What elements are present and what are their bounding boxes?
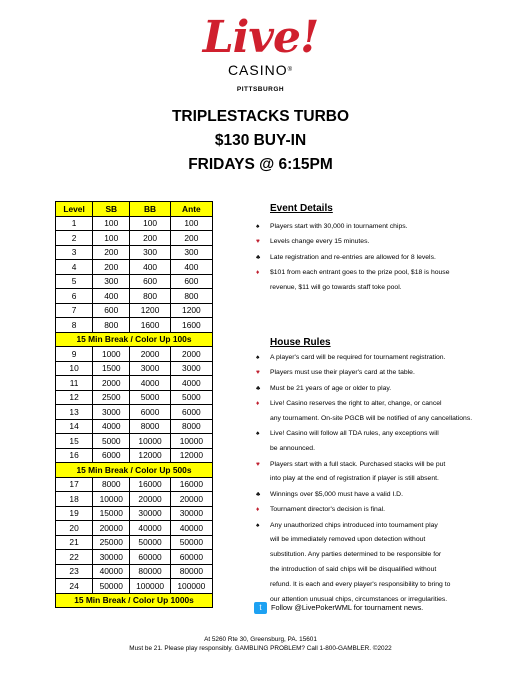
level-cell: 100 (93, 216, 130, 231)
level-cell: 1000 (93, 347, 130, 362)
level-cell: 6000 (170, 405, 212, 420)
level-cell: 2 (56, 231, 93, 246)
level-cell: 4 (56, 260, 93, 275)
house-rules-item (256, 382, 506, 397)
suit-icon: ♥ (256, 238, 260, 246)
level-cell: 20000 (93, 521, 130, 536)
level-cell: 16000 (170, 477, 212, 492)
break-row (56, 463, 213, 478)
level-cell: 4000 (170, 376, 212, 391)
level-cell: 100 (93, 231, 130, 246)
level-cell: 8000 (130, 419, 170, 434)
level-cell: 100 (170, 216, 212, 231)
level-cell: 300 (170, 245, 212, 260)
level-cell: 1200 (170, 303, 212, 318)
house-rules-item (256, 351, 506, 366)
level-cell: 2000 (130, 347, 170, 362)
level-cell: 4000 (93, 419, 130, 434)
level-cell: 13 (56, 405, 93, 420)
level-row (56, 506, 213, 521)
level-cell: 200 (170, 231, 212, 246)
level-cell: 40000 (93, 564, 130, 579)
rule-text-line: into play at the end of registration if player is still absent. (270, 475, 439, 483)
rule-text-line: Late registration and re-entries are allowed for 8 levels. (270, 253, 436, 261)
level-cell: 2000 (170, 347, 212, 362)
house-rules-item (256, 519, 506, 608)
level-cell: 20000 (130, 492, 170, 507)
level-cell: 400 (93, 289, 130, 304)
level-cell: 15 (56, 434, 93, 449)
suit-icon: ♦ (256, 400, 260, 408)
rule-text-line: Any unauthorized chips introduced into tournament play (270, 521, 438, 529)
level-cell: 1200 (130, 303, 170, 318)
house-rules-item (256, 503, 506, 518)
level-row (56, 318, 213, 333)
level-cell: 600 (93, 303, 130, 318)
suit-icon: ♣ (256, 384, 261, 392)
level-cell: 3000 (130, 361, 170, 376)
suit-icon: ♥ (256, 369, 260, 377)
level-row (56, 535, 213, 550)
rule-text-line: $101 from each entrant goes to the prize pool, $18 is house (270, 269, 450, 277)
level-cell: 8 (56, 318, 93, 333)
level-cell: 18 (56, 492, 93, 507)
rule-text-line: Players start with a full stack. Purchased stacks will be put (270, 460, 446, 468)
suit-icon: ♣ (256, 490, 261, 498)
level-row (56, 260, 213, 275)
column-header: Level (56, 202, 93, 217)
level-cell: 11 (56, 376, 93, 391)
level-cell: 16000 (130, 477, 170, 492)
rule-text-line: Live! Casino reserves the right to alter, change, or cancel (270, 400, 442, 408)
break-label: 15 Min Break / Color Up 100s (56, 332, 213, 347)
footer-legal: Must be 21. Please play responsibly. GAMBLING PROBLEM? Call 1-800-GAMBLER. ©2022 (129, 645, 392, 652)
event-details-item (256, 266, 506, 296)
level-cell: 10000 (170, 434, 212, 449)
level-cell: 50000 (130, 535, 170, 550)
level-cell: 800 (93, 318, 130, 333)
level-cell: 800 (130, 289, 170, 304)
level-cell: 15000 (93, 506, 130, 521)
level-cell: 1600 (170, 318, 212, 333)
level-cell: 10000 (93, 492, 130, 507)
title-name: TRIPLESTACKS TURBO (171, 108, 350, 125)
level-cell: 25000 (93, 535, 130, 550)
suit-icon: ♥ (256, 460, 260, 468)
rule-text-line: our attention unusual chips, circumstances or irregularities. (270, 595, 448, 603)
level-row (56, 347, 213, 362)
break-label: 15 Min Break / Color Up 1000s (56, 593, 213, 608)
level-cell: 9 (56, 347, 93, 362)
level-row (56, 245, 213, 260)
level-cell: 60000 (130, 550, 170, 565)
level-row (56, 274, 213, 289)
break-row (56, 332, 213, 347)
blind-structure-table (55, 201, 213, 608)
event-details-item (256, 251, 506, 266)
house-rules-item (256, 488, 506, 503)
level-row (56, 434, 213, 449)
level-row (56, 492, 213, 507)
level-cell: 200 (130, 231, 170, 246)
level-cell: 30000 (93, 550, 130, 565)
rule-text-line: Must be 21 years of age or older to play. (270, 384, 392, 392)
level-cell: 200 (93, 260, 130, 275)
column-header: BB (130, 202, 170, 217)
level-cell: 12 (56, 390, 93, 405)
level-cell: 400 (170, 260, 212, 275)
level-cell: 200 (93, 245, 130, 260)
column-header: Ante (170, 202, 212, 217)
level-row (56, 231, 213, 246)
rule-text-line: Tournament director's decision is final. (270, 506, 386, 514)
level-cell: 50000 (170, 535, 212, 550)
level-cell: 20000 (170, 492, 212, 507)
level-cell: 100000 (170, 579, 212, 594)
twitter-icon[interactable]: t (254, 602, 267, 614)
level-cell: 80000 (130, 564, 170, 579)
level-cell: 40000 (130, 521, 170, 536)
level-cell: 10000 (130, 434, 170, 449)
level-row (56, 303, 213, 318)
suit-icon: ♠ (256, 430, 260, 438)
event-details-item (256, 235, 506, 250)
suit-icon: ♠ (256, 223, 260, 230)
logo-live: Live! (202, 12, 319, 63)
level-cell: 20 (56, 521, 93, 536)
rule-text-line: Winnings over $5,000 must have a valid I.D. (270, 490, 403, 498)
level-cell: 2500 (93, 390, 130, 405)
level-cell: 60000 (170, 550, 212, 565)
level-cell: 400 (130, 260, 170, 275)
level-row (56, 564, 213, 579)
level-row (56, 289, 213, 304)
level-cell: 16 (56, 448, 93, 463)
level-cell: 8000 (93, 477, 130, 492)
level-cell: 12000 (170, 448, 212, 463)
level-cell: 8000 (170, 419, 212, 434)
level-cell: 23 (56, 564, 93, 579)
level-cell: 600 (130, 274, 170, 289)
rule-text-line: Players start with 30,000 in tournament chips. (270, 223, 408, 230)
level-row (56, 521, 213, 536)
level-cell: 21 (56, 535, 93, 550)
level-row (56, 579, 213, 594)
level-cell: 4000 (130, 376, 170, 391)
level-cell: 40000 (170, 521, 212, 536)
level-row (56, 477, 213, 492)
level-cell: 3 (56, 245, 93, 260)
level-cell: 2000 (93, 376, 130, 391)
rule-text-line: Players must use their player's card at the table. (270, 369, 415, 377)
level-cell: 24 (56, 579, 93, 594)
rule-text-line: the introduction of said chips will be disqualified without (270, 565, 437, 573)
level-cell: 14 (56, 419, 93, 434)
level-row (56, 376, 213, 391)
house-rules-item (256, 397, 506, 427)
level-row (56, 361, 213, 376)
level-cell: 5 (56, 274, 93, 289)
suit-icon: ♠ (256, 521, 260, 529)
level-cell: 50000 (93, 579, 130, 594)
level-cell: 3000 (170, 361, 212, 376)
level-cell: 100000 (130, 579, 170, 594)
event-details-item (256, 220, 506, 235)
logo-city: PITTSBURGH (236, 86, 285, 93)
level-cell: 30000 (170, 506, 212, 521)
level-cell: 1500 (93, 361, 130, 376)
title-buyin: $130 BUY-IN (214, 132, 307, 149)
level-row (56, 448, 213, 463)
rule-text-line: revenue, $11 will go towards staff toke pool. (270, 283, 402, 291)
level-cell: 80000 (170, 564, 212, 579)
level-cell: 7 (56, 303, 93, 318)
logo-casino: CASINO® (227, 62, 294, 78)
suit-icon: ♦ (256, 269, 260, 277)
level-row (56, 390, 213, 405)
level-cell: 12000 (130, 448, 170, 463)
rule-text-line: Live! Casino will follow all TDA rules, any exceptions will (270, 430, 439, 438)
follow-twitter-text: Follow @LivePokerWML for tournament news. (271, 603, 424, 612)
level-cell: 3000 (93, 405, 130, 420)
rule-text-line: any tournament. On-site PGCB will be notified of any cancellations. (270, 414, 473, 422)
level-cell: 1 (56, 216, 93, 231)
house-rules-heading: House Rules (270, 337, 331, 348)
rule-text-line: Levels change every 15 minutes. (270, 238, 370, 246)
level-row (56, 419, 213, 434)
house-rules-item (256, 427, 506, 457)
level-cell: 22 (56, 550, 93, 565)
level-cell: 600 (170, 274, 212, 289)
suit-icon: ♣ (256, 253, 261, 261)
level-cell: 100 (130, 216, 170, 231)
level-cell: 6000 (130, 405, 170, 420)
level-cell: 6 (56, 289, 93, 304)
event-details-heading: Event Details (270, 203, 333, 214)
title-schedule: FRIDAYS @ 6:15PM (188, 156, 333, 173)
break-row (56, 593, 213, 608)
column-header: SB (93, 202, 130, 217)
footer-address: At 5260 Rte 30, Greensburg, PA. 15601 (204, 636, 317, 643)
suit-icon: ♠ (256, 354, 260, 361)
suit-icon: ♦ (256, 506, 260, 514)
level-cell: 30000 (130, 506, 170, 521)
house-rules-item (256, 458, 506, 488)
break-label: 15 Min Break / Color Up 500s (56, 463, 213, 478)
level-cell: 5000 (170, 390, 212, 405)
level-cell: 1600 (130, 318, 170, 333)
house-rules-item (256, 366, 506, 381)
rule-text-line: be announced. (270, 445, 315, 453)
rule-text-line: refund. It is each and every player's responsibility to bring to (270, 580, 451, 588)
level-cell: 17 (56, 477, 93, 492)
level-cell: 10 (56, 361, 93, 376)
rule-text-line: will be immediately removed upon detection without (270, 536, 426, 544)
table-header-row (56, 202, 213, 217)
rule-text-line: substitution. Any parties determined to be responsible for (270, 551, 442, 559)
level-cell: 5000 (130, 390, 170, 405)
rule-text-line: A player's card will be required for tournament registration. (270, 354, 446, 361)
level-row (56, 216, 213, 231)
level-cell: 19 (56, 506, 93, 521)
level-cell: 300 (93, 274, 130, 289)
level-cell: 300 (130, 245, 170, 260)
level-cell: 5000 (93, 434, 130, 449)
level-row (56, 405, 213, 420)
level-cell: 800 (170, 289, 212, 304)
level-row (56, 550, 213, 565)
level-cell: 6000 (93, 448, 130, 463)
